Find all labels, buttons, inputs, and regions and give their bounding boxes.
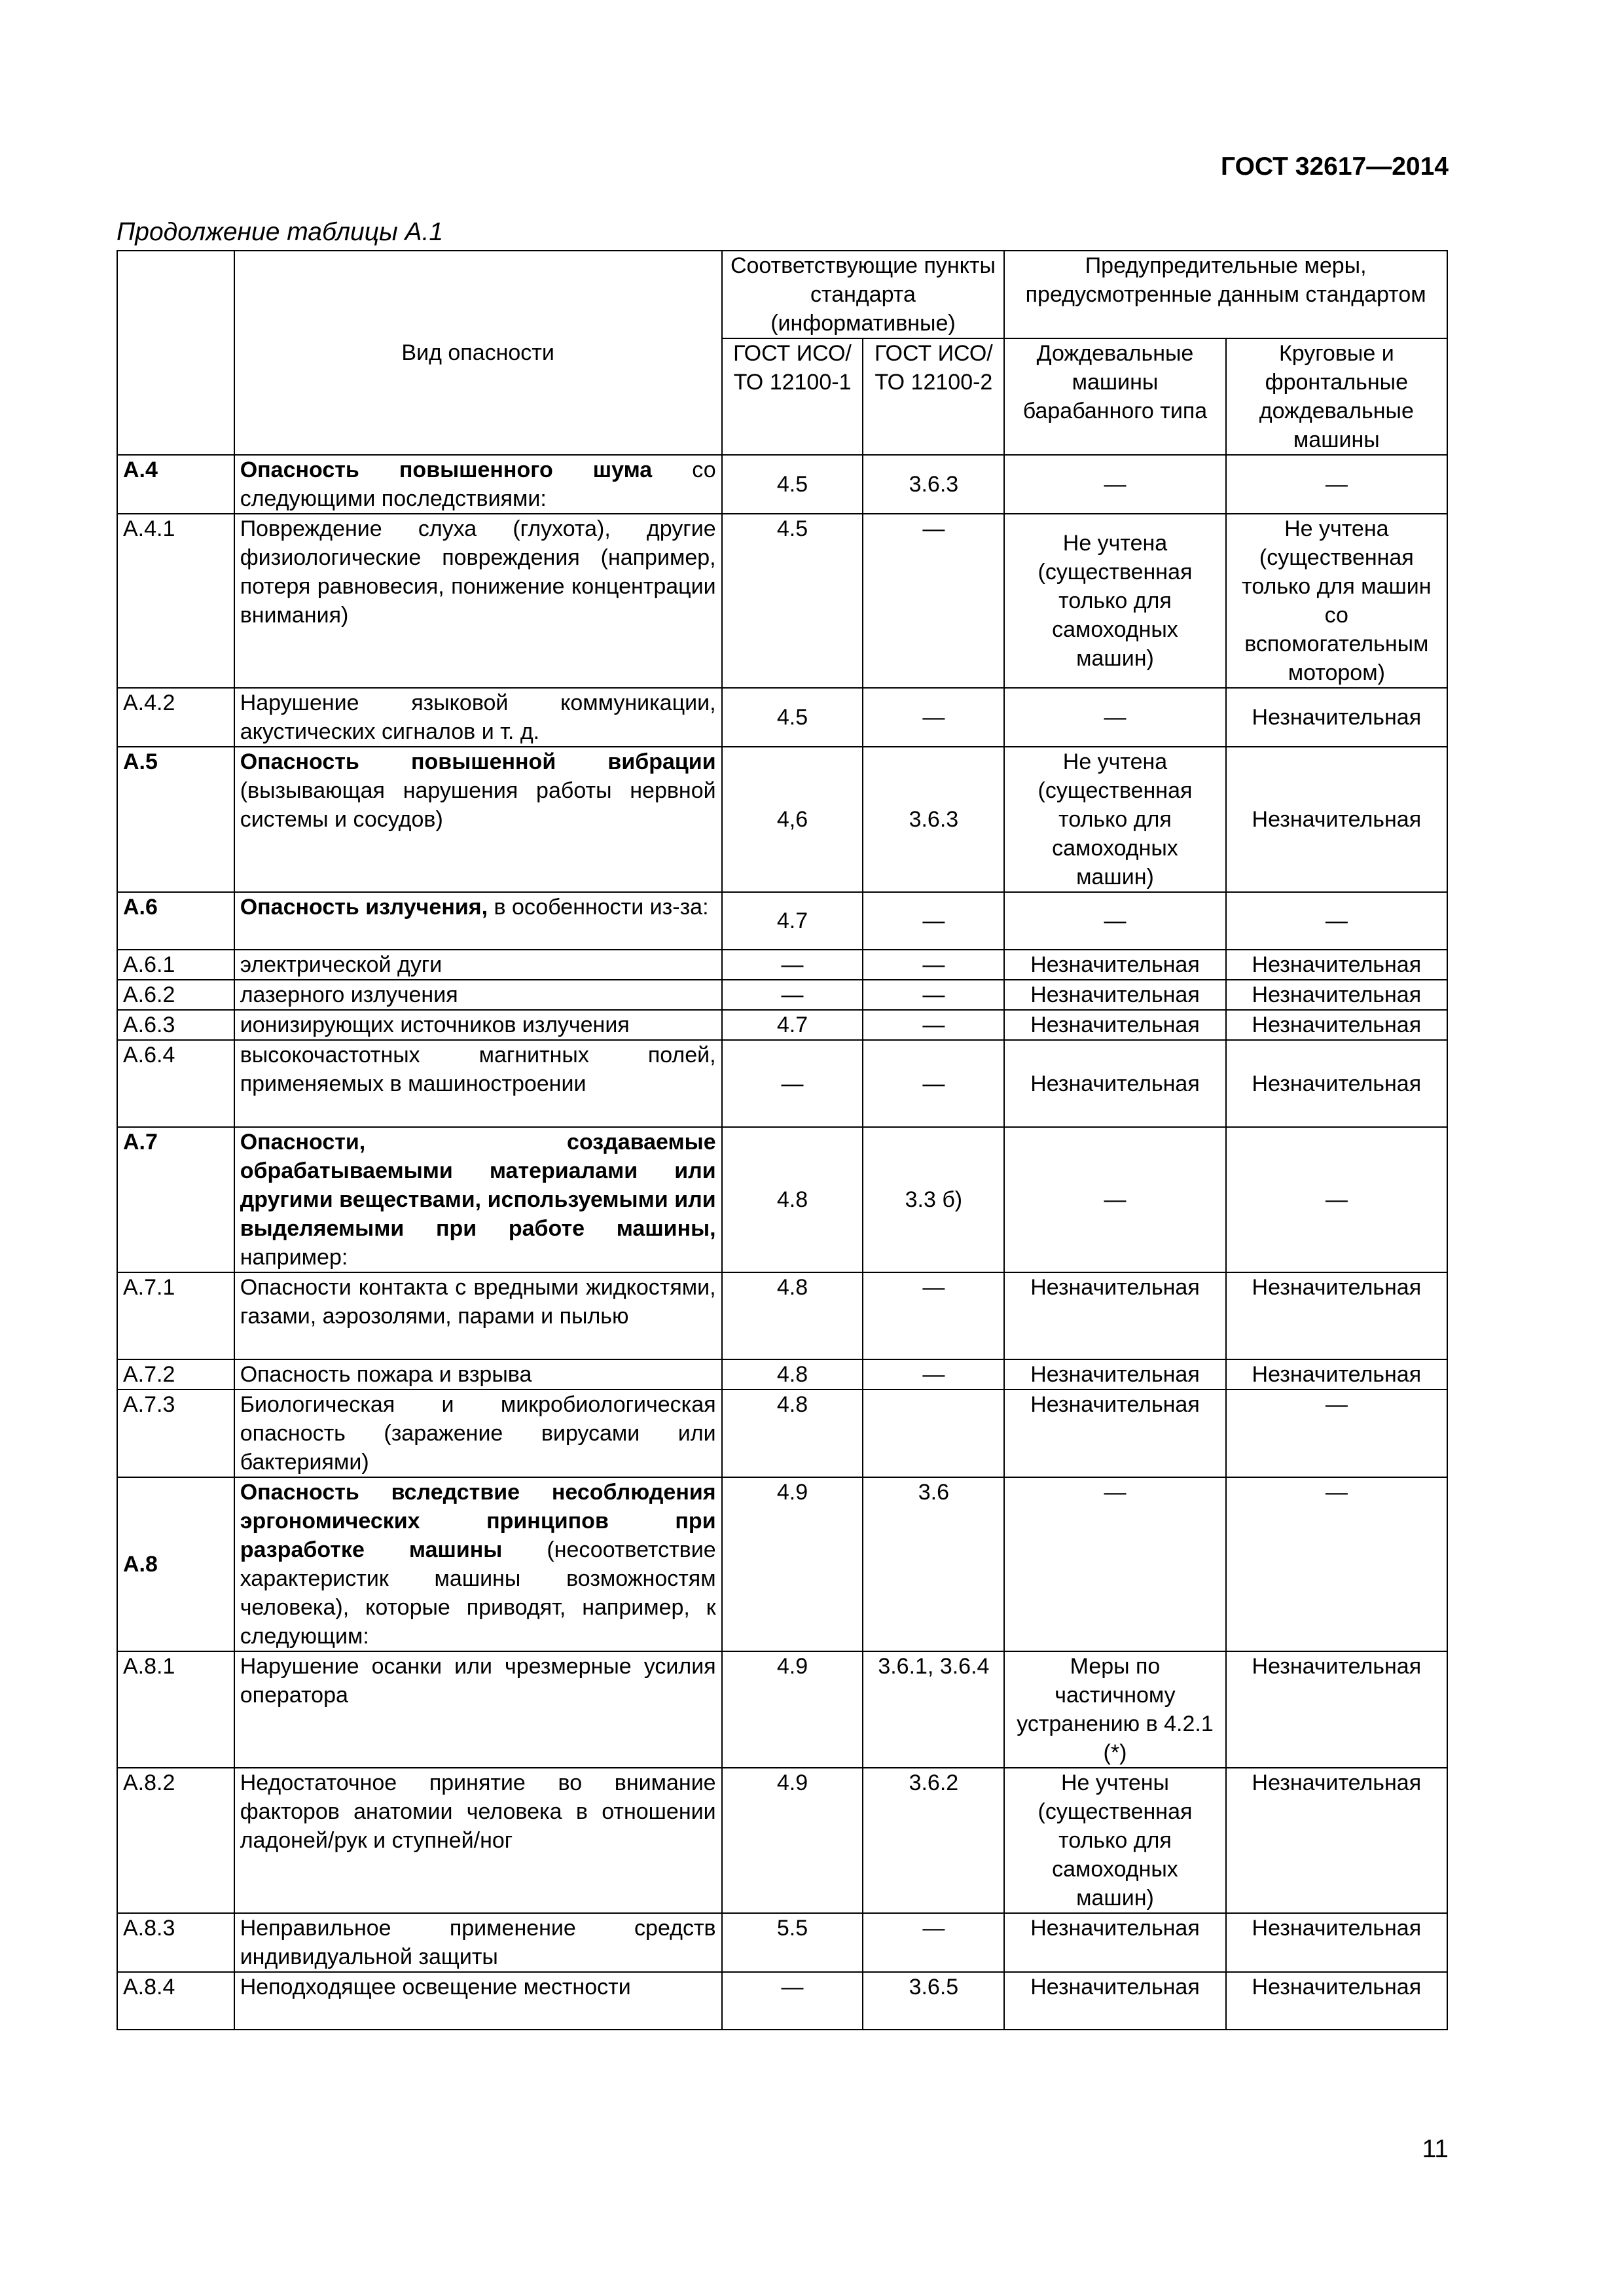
row-description [234,1040,722,1127]
hazards-table [117,250,1448,2030]
row-drum-measure: Не учтены (существенная только для самоходных машин) [1004,1768,1225,1913]
row-drum-measure: — [1004,688,1225,747]
header-measures: Предупредительные меры, предусмотренные данным стандартом [1004,251,1447,338]
row-description [234,747,722,892]
table-row [117,980,1447,1010]
row-iso-2: 3.6 [863,1477,1004,1651]
row-description [234,1272,722,1359]
header-iso-2: ГОСТ ИСО/ТО 12100-2 [863,338,1004,455]
row-iso-1: 4.8 [722,1127,863,1272]
page-number: 11 [1422,2135,1449,2163]
row-description [234,1768,722,1913]
row-description-text: ионизирующих источников излучения [240,1013,630,1037]
row-iso-2: 3.6.2 [863,1768,1004,1913]
table-row [117,688,1447,747]
row-drum-measure: Незначительная [1004,1390,1225,1477]
row-circular-measure: Незначительная [1226,980,1447,1010]
header-iso-1: ГОСТ ИСО/ТО 12100-1 [722,338,863,455]
row-description-bold: Опасность вследствие несоблюдения эргономических принципов при разработке машины [240,1480,716,1562]
row-iso-2: — [863,688,1004,747]
row-iso-1: 4.8 [722,1359,863,1390]
row-description-text: высокочастотных магнитных полей, применяемых в машиностроении [240,1043,716,1096]
row-description-text: Неправильное применение средств индивидуальной защиты [240,1916,716,1969]
header-hazard-type: Вид опасности [234,251,722,455]
row-description [234,1477,722,1651]
row-iso-1: 4,6 [722,747,863,892]
table-row [117,1477,1447,1651]
row-description-text: Опасности контакта с вредными жидкостями, газами, аэрозолями, парами и пылью [240,1275,716,1329]
row-iso-2 [863,1390,1004,1477]
row-circular-measure: Незначительная [1226,1040,1447,1127]
row-code: А.6.2 [117,980,234,1010]
row-description [234,1010,722,1040]
row-description [234,1913,722,1972]
document-code: ГОСТ 32617—2014 [1221,152,1449,181]
row-circular-measure: Незначительная [1226,1010,1447,1040]
table-row [117,1651,1447,1768]
row-iso-2: — [863,1913,1004,1972]
row-circular-measure: Незначительная [1226,1359,1447,1390]
row-circular-measure: — [1226,1127,1447,1272]
row-description-text: например: [240,1245,348,1270]
row-description [234,1972,722,2030]
row-iso-1: 4.5 [722,688,863,747]
row-description [234,1359,722,1390]
table-row [117,892,1447,950]
row-drum-measure: — [1004,1477,1225,1651]
row-code: А.4 [117,455,234,514]
row-iso-2: — [863,950,1004,980]
row-iso-2: 3.6.1, 3.6.4 [863,1651,1004,1768]
header-std-points: Соответствующие пункты стандарта (информативные) [722,251,1005,338]
table-row [117,1040,1447,1127]
row-iso-1: 4.8 [722,1390,863,1477]
header-drum-machines: Дождевальные машины барабанного типа [1004,338,1225,455]
row-drum-measure: Меры по частичному устранению в 4.2.1 (*) [1004,1651,1225,1768]
row-code: А.8.1 [117,1651,234,1768]
row-description-text: Неподходящее освещение местности [240,1975,631,2000]
row-iso-1: 4.9 [722,1768,863,1913]
row-iso-2: — [863,892,1004,950]
row-description [234,1651,722,1768]
row-iso-1: — [722,980,863,1010]
row-circular-measure: — [1226,1477,1447,1651]
row-circular-measure: Не учтена (существенная только для машин со вспомогательным мотором) [1226,514,1447,688]
row-drum-measure: — [1004,1127,1225,1272]
row-description [234,980,722,1010]
row-drum-measure: Не учтена (существенная только для самоходных машин) [1004,747,1225,892]
row-code: А.7.2 [117,1359,234,1390]
row-code: А.7 [117,1127,234,1272]
row-circular-measure: — [1226,1390,1447,1477]
row-description-bold: Опасность повышенной вибрации [240,749,716,774]
table-row [117,1010,1447,1040]
row-code: А.4.2 [117,688,234,747]
row-circular-measure: Незначительная [1226,1768,1447,1913]
row-code: А.5 [117,747,234,892]
table-row [117,1127,1447,1272]
table-row [117,1359,1447,1390]
row-description-text: Повреждение слуха (глухота), другие физиологические повреждения (например, потеря равновесия, понижение концентрации внимания) [240,516,716,628]
row-drum-measure: Незначительная [1004,980,1225,1010]
row-code: А.8 [117,1477,234,1651]
row-iso-1: 4.9 [722,1651,863,1768]
row-description [234,1127,722,1272]
header-empty-cell [117,251,234,455]
row-drum-measure: Незначительная [1004,1010,1225,1040]
row-description-text: в особенности из-за: [488,895,709,920]
row-drum-measure: — [1004,892,1225,950]
row-description-text: со следующими последствиями: [240,457,716,511]
row-description-text: Недостаточное принятие во внимание факторов анатомии человека в отношении ладоней/рук и ступней/ног [240,1770,716,1853]
row-description-text: Нарушение осанки или чрезмерные усилия оператора [240,1654,716,1708]
table-row [117,1390,1447,1477]
row-description-bold: Опасность излучения, [240,895,488,920]
row-iso-1: 4.8 [722,1272,863,1359]
table-caption: Продолжение таблицы А.1 [117,218,444,246]
row-drum-measure: Незначительная [1004,1272,1225,1359]
row-iso-1: — [722,1972,863,2030]
table-row [117,950,1447,980]
row-code: А.8.2 [117,1768,234,1913]
row-description-text: электрической дуги [240,952,442,977]
row-iso-1: — [722,950,863,980]
row-iso-2: 3.6.3 [863,747,1004,892]
row-drum-measure: Незначительная [1004,950,1225,980]
row-code: А.6 [117,892,234,950]
row-drum-measure: Незначительная [1004,1359,1225,1390]
row-iso-2: — [863,1272,1004,1359]
table-row [117,1272,1447,1359]
row-circular-measure: — [1226,455,1447,514]
row-circular-measure: Незначительная [1226,1651,1447,1768]
row-iso-1: 5.5 [722,1913,863,1972]
row-description [234,892,722,950]
row-iso-2: — [863,514,1004,688]
row-circular-measure: Незначительная [1226,747,1447,892]
table-row [117,1972,1447,2030]
row-drum-measure: Незначительная [1004,1972,1225,2030]
row-drum-measure: — [1004,455,1225,514]
row-iso-2: — [863,1359,1004,1390]
row-description-text: Нарушение языковой коммуникации, акустических сигналов и т. д. [240,691,716,744]
row-drum-measure: Не учтена (существенная только для самоходных машин) [1004,514,1225,688]
row-code: А.8.3 [117,1913,234,1972]
row-circular-measure: — [1226,892,1447,950]
row-circular-measure: Незначительная [1226,1913,1447,1972]
row-description [234,950,722,980]
row-description [234,514,722,688]
table-row [117,514,1447,688]
row-description [234,1390,722,1477]
table-row [117,1913,1447,1972]
table-body [117,455,1447,2030]
row-description-text: Опасность пожара и взрыва [240,1362,532,1387]
row-description-text: (вызывающая нарушения работы нервной системы и сосудов) [240,778,716,832]
row-iso-1: 4.9 [722,1477,863,1651]
row-description-text: лазерного излучения [240,982,458,1007]
row-description-bold: Опасность повышенного шума [240,457,653,482]
row-drum-measure: Незначительная [1004,1040,1225,1127]
row-iso-1: 4.7 [722,1010,863,1040]
row-circular-measure: Незначительная [1226,1272,1447,1359]
row-iso-1: 4.7 [722,892,863,950]
row-circular-measure: Незначительная [1226,688,1447,747]
row-description-bold: Опасности, создаваемые обрабатываемыми материалами или другими веществами, используемыми или выделяемыми при работе машины, [240,1130,716,1241]
row-code: А.7.1 [117,1272,234,1359]
table-header-row [117,251,1447,338]
table-row [117,747,1447,892]
row-description [234,455,722,514]
row-iso-2: — [863,980,1004,1010]
row-iso-2: 3.6.3 [863,455,1004,514]
row-iso-2: 3.3 б) [863,1127,1004,1272]
row-iso-1: — [722,1040,863,1127]
row-code: А.4.1 [117,514,234,688]
row-code: А.7.3 [117,1390,234,1477]
row-code: А.6.4 [117,1040,234,1127]
row-iso-2: 3.6.5 [863,1972,1004,2030]
row-description [234,688,722,747]
row-description-text: (несоответствие характеристик машины возможностям человека), которые приводят, например, к следующим: [240,1537,716,1649]
row-iso-2: — [863,1010,1004,1040]
row-iso-2: — [863,1040,1004,1127]
row-code: А.6.1 [117,950,234,980]
table-row [117,1768,1447,1913]
table-row [117,455,1447,514]
row-iso-1: 4.5 [722,455,863,514]
row-circular-measure: Незначительная [1226,950,1447,980]
row-iso-1: 4.5 [722,514,863,688]
row-drum-measure: Незначительная [1004,1913,1225,1972]
header-circular-machines: Круговые и фронтальные дождевальные машины [1226,338,1447,455]
row-code: А.6.3 [117,1010,234,1040]
row-description-text: Биологическая и микробиологическая опасность (заражение вирусами или бактериями) [240,1392,716,1475]
row-circular-measure: Незначительная [1226,1972,1447,2030]
row-code: А.8.4 [117,1972,234,2030]
